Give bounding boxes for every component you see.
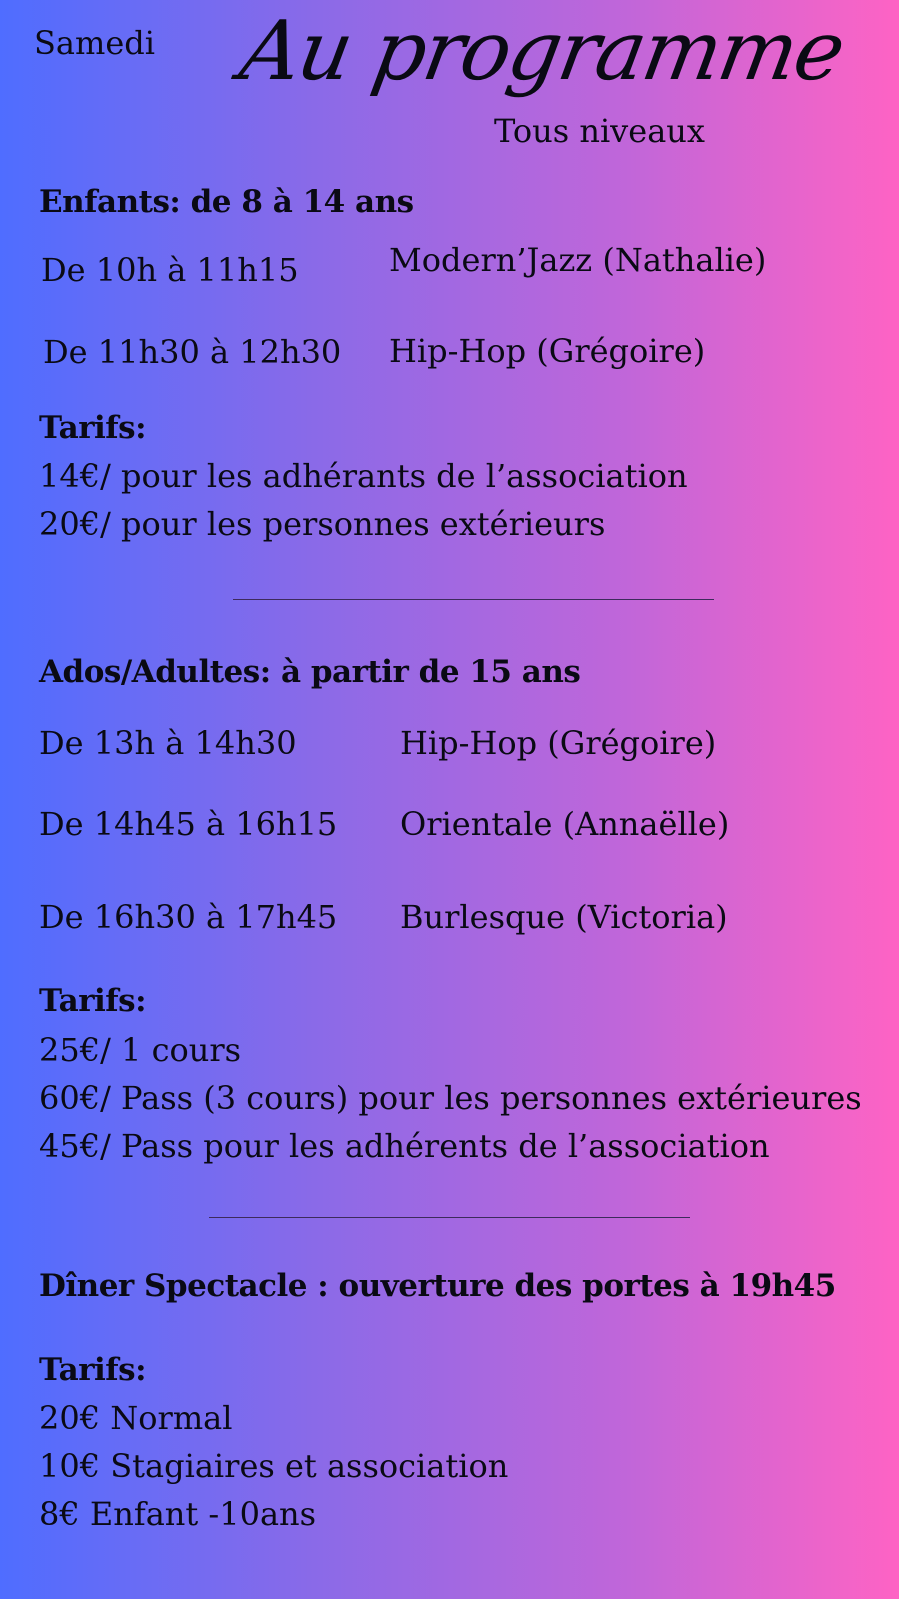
level-label: Tous niveaux (494, 112, 705, 150)
kids-tarif-1: 14€/ pour les adhérants de l’association (39, 457, 688, 495)
page-title: Au programme (233, 4, 851, 99)
day-label: Samedi (34, 24, 155, 62)
adults-tarif-1: 25€/ 1 cours (39, 1031, 242, 1069)
kids-heading: Enfants: de 8 à 14 ans (39, 184, 414, 220)
kids-class-1: Modern’Jazz (Nathalie) (389, 241, 767, 279)
adults-time-1: De 13h à 14h30 (39, 724, 297, 762)
dinner-tarifs-heading: Tarifs: (39, 1352, 147, 1388)
adults-tarifs-heading: Tarifs: (39, 983, 147, 1019)
kids-time-1: De 10h à 11h15 (41, 251, 299, 289)
dinner-tarif-2: 10€ Stagiaires et association (39, 1447, 509, 1485)
adults-class-1: Hip-Hop (Grégoire) (400, 724, 717, 762)
dinner-tarif-3: 8€ Enfant -10ans (39, 1495, 317, 1533)
kids-tarifs-heading: Tarifs: (39, 410, 147, 446)
adults-tarif-2: 60€/ Pass (3 cours) pour les personnes extérieures (39, 1079, 862, 1117)
adults-time-3: De 16h30 à 17h45 (39, 898, 338, 936)
kids-time-2: De 11h30 à 12h30 (43, 333, 342, 371)
dinner-tarif-1: 20€ Normal (39, 1399, 233, 1437)
dinner-heading: Dîner Spectacle : ouverture des portes à 19h45 (39, 1268, 836, 1304)
adults-class-2: Orientale (Annaëlle) (400, 805, 730, 843)
adults-heading: Ados/Adultes: à partir de 15 ans (39, 654, 581, 690)
adults-class-3: Burlesque (Victoria) (400, 898, 728, 936)
kids-tarif-2: 20€/ pour les personnes extérieurs (39, 505, 606, 543)
adults-tarif-3: 45€/ Pass pour les adhérents de l’association (39, 1127, 770, 1165)
divider-1 (233, 599, 714, 600)
divider-2 (209, 1217, 690, 1218)
kids-class-2: Hip-Hop (Grégoire) (389, 332, 706, 370)
adults-time-2: De 14h45 à 16h15 (39, 805, 338, 843)
